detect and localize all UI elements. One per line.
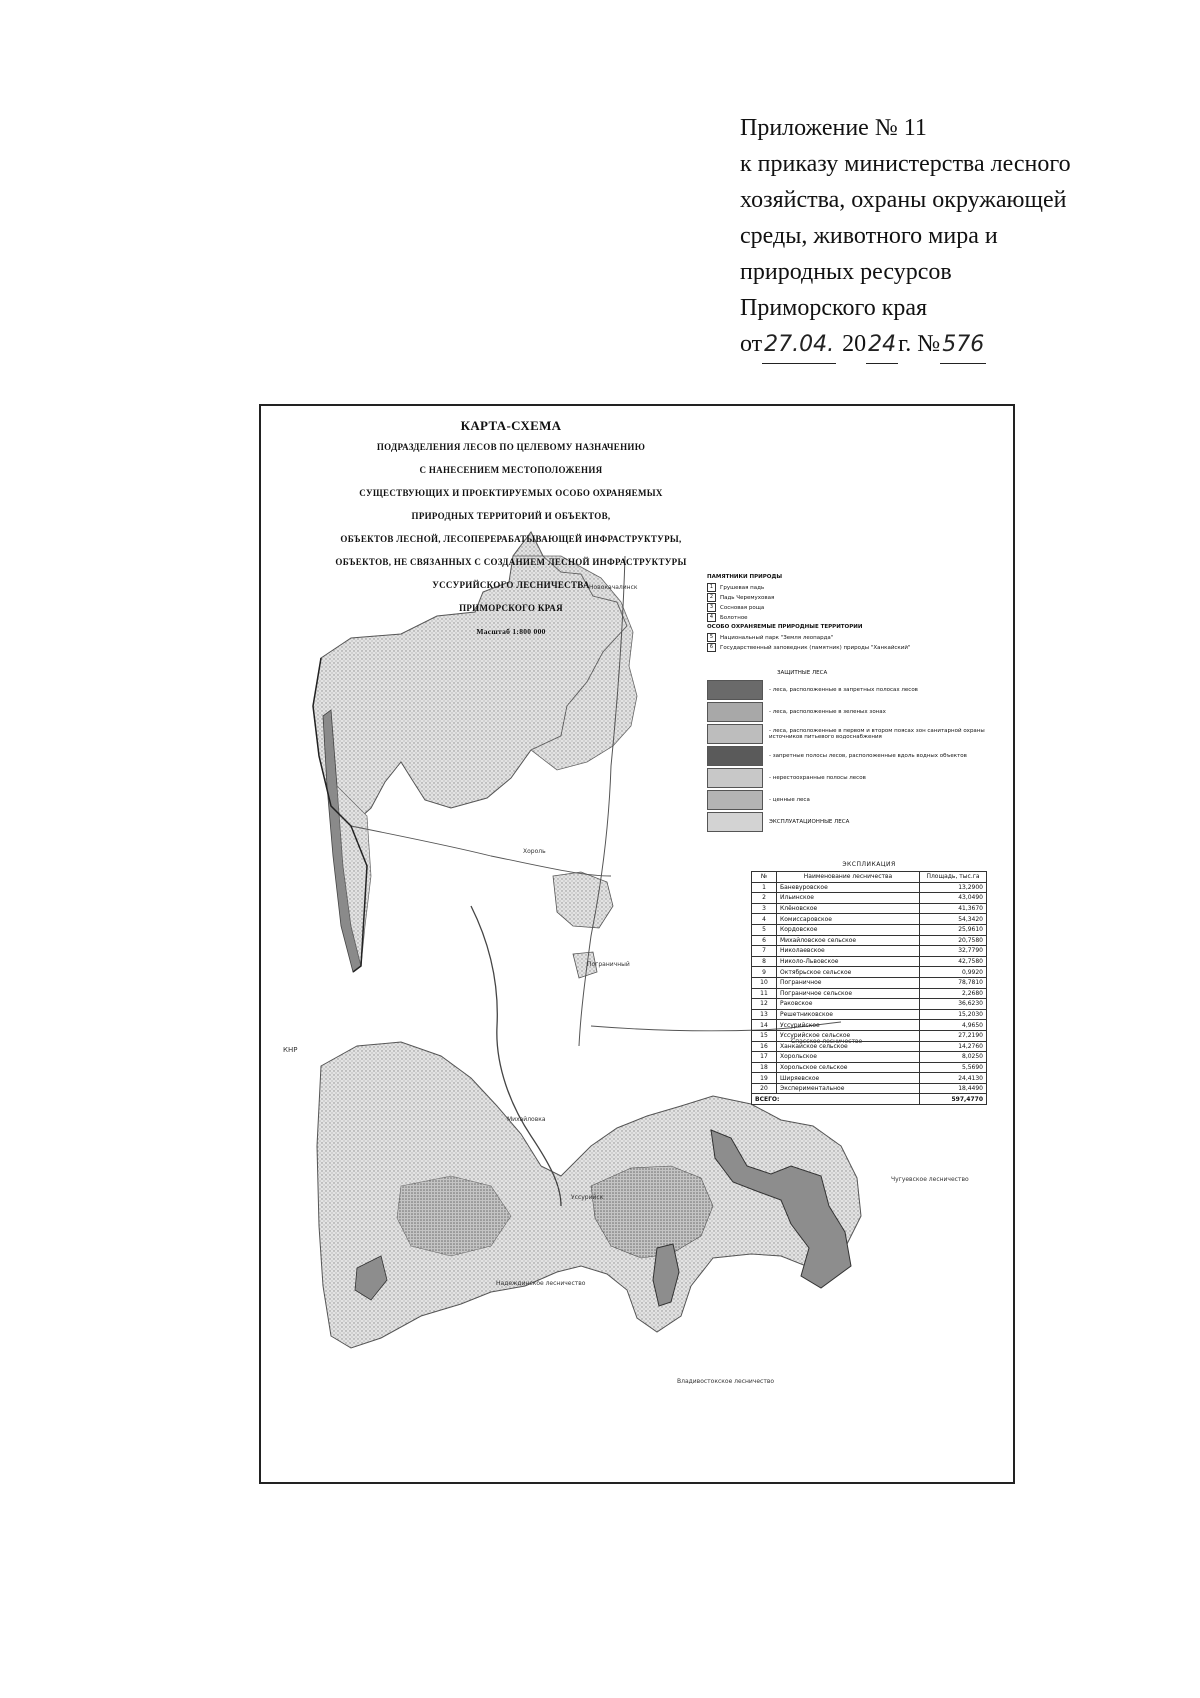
row-number: 9 xyxy=(752,967,777,978)
forestry-area: 25,9610 xyxy=(920,924,987,935)
legend-number-box: 4 xyxy=(707,613,716,622)
legend-item-label: Национальный парк "Земля леопарда" xyxy=(720,634,834,641)
map-scale: Масштаб 1:800 000 xyxy=(476,627,546,636)
row-number: 16 xyxy=(752,1041,777,1052)
date-prefix: от xyxy=(740,331,763,357)
legend-item-label: Государственный заповедник (памятник) природы "Ханкайский" xyxy=(720,644,911,651)
table-row xyxy=(752,1062,987,1073)
annex-header xyxy=(740,110,1140,364)
label-novokachalinsk: Новокачалинск xyxy=(589,584,638,591)
row-number: 1 xyxy=(752,882,777,893)
map-subtitle-line: ОБЪЕКТОВ, НЕ СВЯЗАННЫХ С СОЗДАНИЕМ ЛЕСНОЙ ИНФРАСТРУКТУРЫ xyxy=(335,557,687,567)
legend-protective-item xyxy=(707,767,1007,789)
annex-date-line xyxy=(740,326,1140,364)
table-row xyxy=(752,1030,987,1041)
legend-oopt-header: ОСОБО ОХРАНЯЕМЫЕ ПРИРОДНЫЕ ТЕРРИТОРИИ xyxy=(707,624,863,630)
label-khorol: Хороль xyxy=(523,848,546,855)
table-row xyxy=(752,1083,987,1094)
row-number: 15 xyxy=(752,1030,777,1041)
forestry-area: 27,2190 xyxy=(920,1030,987,1041)
total-label: ВСЕГО: xyxy=(752,1094,920,1105)
map-subtitle-line: ПОДРАЗДЕЛЕНИЯ ЛЕСОВ ПО ЦЕЛЕВОМУ НАЗНАЧЕНИЮ xyxy=(376,442,646,452)
legend-swatch xyxy=(707,680,763,700)
forestry-area: 78,7810 xyxy=(920,977,987,988)
label-nadezhdinskoe: Надеждинское лесничество xyxy=(496,1280,586,1287)
legend-swatch xyxy=(707,790,763,810)
legend-item-label: - леса, расположенные в первом и втором поясах зон санитарной охраны источников питьевого водоснабжения xyxy=(769,728,985,740)
forestry-name: Комиссаровское xyxy=(777,914,920,925)
forestry-area: 14,2760 xyxy=(920,1041,987,1052)
map-subtitle-line: УССУРИЙСКОГО ЛЕСНИЧЕСТВА xyxy=(432,580,590,590)
legend-item-label: Грушевая падь xyxy=(720,584,765,591)
forestry-area: 36,6230 xyxy=(920,999,987,1010)
legend-item-label: - ценные леса xyxy=(769,797,810,803)
map-subtitle-line: ПРИМОРСКОГО КРАЯ xyxy=(459,603,563,613)
legend-nature-item xyxy=(707,603,1007,612)
label-spassk: Спасское лесничество xyxy=(791,1038,863,1045)
forestry-name: Ширяевское xyxy=(777,1073,920,1084)
row-number: 18 xyxy=(752,1062,777,1073)
legend-item-label: - леса, расположенные в зеленых зонах xyxy=(769,709,886,715)
road-line xyxy=(351,826,611,876)
label-mikhailovka: Михайловка xyxy=(507,1116,546,1123)
table-row xyxy=(752,1020,987,1031)
annex-line: природных ресурсов xyxy=(740,259,952,285)
legend-number-box: 1 xyxy=(707,583,716,592)
legend-oopt-item xyxy=(707,633,1007,642)
row-number: 11 xyxy=(752,988,777,999)
table-header-row xyxy=(752,872,987,883)
legend-number-box: 2 xyxy=(707,593,716,602)
explication-table xyxy=(751,871,987,1105)
legend-swatch xyxy=(707,746,763,766)
label-vladivostok: Владивостокское лесничество xyxy=(677,1378,775,1385)
forestry-name: Октябрьское сельское xyxy=(777,967,920,978)
forestry-name: Клёновское xyxy=(777,903,920,914)
forestry-area: 15,2030 xyxy=(920,1009,987,1020)
table-row xyxy=(752,1073,987,1084)
row-number: 6 xyxy=(752,935,777,946)
row-number: 14 xyxy=(752,1020,777,1031)
map-title: КАРТА-СХЕМА xyxy=(460,418,562,433)
forestry-name: Уссурийское сельское xyxy=(777,1030,920,1041)
legend-item-label: ЭКСПЛУАТАЦИОННЫЕ ЛЕСА xyxy=(769,819,850,825)
map-subtitle-line: СУЩЕСТВУЮЩИХ И ПРОЕКТИРУЕМЫХ ОСОБО ОХРАНЯЕМЫХ xyxy=(359,488,663,498)
legend-swatch xyxy=(707,768,763,788)
table-row xyxy=(752,956,987,967)
row-number: 3 xyxy=(752,903,777,914)
annex-line: к приказу министерства лесного xyxy=(740,151,1071,177)
forestry-area: 54,3420 xyxy=(920,914,987,925)
legend-protective-item xyxy=(707,745,1007,767)
forestry-area: 32,7790 xyxy=(920,946,987,957)
legend-oopt-item xyxy=(707,643,1007,652)
table-header-cell: Наименование лесничества xyxy=(777,872,920,883)
forestry-area: 4,9650 xyxy=(920,1020,987,1031)
number-prefix: г. № xyxy=(898,331,941,357)
legend-item-label: - нерестоохранные полосы лесов xyxy=(769,775,866,781)
table-header-cell: № xyxy=(752,872,777,883)
row-number: 17 xyxy=(752,1052,777,1063)
row-number: 19 xyxy=(752,1073,777,1084)
year-prefix: 20 xyxy=(842,331,867,357)
map-title-block xyxy=(261,416,761,643)
legend-protective-item xyxy=(707,789,1007,811)
forestry-name: Николо-Львовское xyxy=(777,956,920,967)
label-pogranichnyi: Пограничный xyxy=(587,961,630,968)
handwritten-year: 24 xyxy=(866,327,898,364)
forestry-name: Баневуровское xyxy=(777,882,920,893)
annex-line: хозяйства, охраны окружающей xyxy=(740,187,1067,213)
table-row xyxy=(752,1041,987,1052)
forestry-name: Ильинское xyxy=(777,893,920,904)
legend-swatch xyxy=(707,812,763,832)
annex-line: Приморского края xyxy=(740,295,928,321)
legend-exploitation-item xyxy=(707,811,1007,833)
table-header-cell: Площадь, тыс.га xyxy=(920,872,987,883)
forestry-area: 2,2680 xyxy=(920,988,987,999)
legend-number-box: 5 xyxy=(707,633,716,642)
explication-caption: ЭКСПЛИКАЦИЯ xyxy=(842,861,896,868)
legend-nature-item xyxy=(707,593,1007,602)
map-legend xyxy=(707,572,1007,833)
table-row xyxy=(752,893,987,904)
legend-swatch xyxy=(707,724,763,744)
legend-nature-item xyxy=(707,613,1007,622)
annex-line: среды, животного мира и xyxy=(740,223,998,249)
row-number: 2 xyxy=(752,893,777,904)
legend-item-label: - леса, расположенные в запретных полосах лесов xyxy=(769,687,918,693)
forestry-name: Раковское xyxy=(777,999,920,1010)
forestry-area: 20,7580 xyxy=(920,935,987,946)
table-row xyxy=(752,1052,987,1063)
table-row xyxy=(752,999,987,1010)
forestry-area: 41,3670 xyxy=(920,903,987,914)
legend-item-label: Падь Черемуховая xyxy=(720,594,775,601)
forestry-area: 24,4130 xyxy=(920,1073,987,1084)
table-row xyxy=(752,914,987,925)
legend-item-label: Болотное xyxy=(720,614,748,621)
forestry-area: 8,0250 xyxy=(920,1052,987,1063)
legend-nature-item xyxy=(707,583,1007,592)
table-total-row xyxy=(752,1094,987,1105)
row-number: 8 xyxy=(752,956,777,967)
row-number: 7 xyxy=(752,946,777,957)
map-sheet xyxy=(259,404,1015,1484)
forestry-area: 5,5690 xyxy=(920,1062,987,1073)
forestry-area: 18,4490 xyxy=(920,1083,987,1094)
handwritten-date: 27.04. xyxy=(762,327,836,364)
label-knr: КНР xyxy=(283,1046,298,1054)
table-row xyxy=(752,1009,987,1020)
row-number: 12 xyxy=(752,999,777,1010)
map-subtitle-line: ОБЪЕКТОВ ЛЕСНОЙ, ЛЕСОПЕРЕРАБАТЫВАЮЩЕЙ ИНФРАСТРУКТУРЫ, xyxy=(340,534,682,544)
table-row xyxy=(752,977,987,988)
forestry-name: Хорольское сельское xyxy=(777,1062,920,1073)
forestry-name: Ханкайское сельское xyxy=(777,1041,920,1052)
map-subtitle-line: ПРИРОДНЫХ ТЕРРИТОРИЙ И ОБЪЕКТОВ, xyxy=(411,511,611,521)
row-number: 5 xyxy=(752,924,777,935)
forestry-name: Михайловское сельское xyxy=(777,935,920,946)
row-number: 4 xyxy=(752,914,777,925)
legend-nature-header: ПАМЯТНИКИ ПРИРОДЫ xyxy=(707,574,783,580)
forestry-name: Николаевское xyxy=(777,946,920,957)
annex-number: Приложение № 11 xyxy=(740,115,927,141)
forestry-name: Пограничное xyxy=(777,977,920,988)
forestry-name: Хорольское xyxy=(777,1052,920,1063)
legend-protective-item xyxy=(707,679,1007,701)
table-row xyxy=(752,924,987,935)
table-row xyxy=(752,967,987,978)
map-subtitle-line: С НАНЕСЕНИЕМ МЕСТОПОЛОЖЕНИЯ xyxy=(419,465,603,475)
forestry-area: 0,9920 xyxy=(920,967,987,978)
total-value: 597,4770 xyxy=(920,1094,987,1105)
legend-item-label: Сосновая роща xyxy=(720,604,765,611)
table-row xyxy=(752,903,987,914)
explication-table-body xyxy=(752,882,987,1104)
legend-protective-header: ЗАЩИТНЫЕ ЛЕСА xyxy=(777,670,828,676)
row-number: 13 xyxy=(752,1009,777,1020)
legend-protective-item xyxy=(707,701,1007,723)
explication-table-block xyxy=(751,861,987,1105)
legend-swatch xyxy=(707,702,763,722)
table-row xyxy=(752,946,987,957)
legend-protective-item xyxy=(707,723,1007,745)
legend-number-box: 3 xyxy=(707,603,716,612)
forestry-area: 43,0490 xyxy=(920,893,987,904)
forestry-name: Кордовское xyxy=(777,924,920,935)
forestry-name: Экспериментальное xyxy=(777,1083,920,1094)
row-number: 20 xyxy=(752,1083,777,1094)
forestry-name: Пограничное сельское xyxy=(777,988,920,999)
row-number: 10 xyxy=(752,977,777,988)
forestry-area: 42,7580 xyxy=(920,956,987,967)
legend-item-label: - запретные полосы лесов, расположенные вдоль водных объектов xyxy=(769,753,967,759)
forestry-area: 13,2900 xyxy=(920,882,987,893)
forestry-name: Уссурийское xyxy=(777,1020,920,1031)
handwritten-number: 576 xyxy=(940,327,986,364)
table-row xyxy=(752,882,987,893)
forest-patch-center xyxy=(553,872,613,928)
forestry-name: Решетниковское xyxy=(777,1009,920,1020)
legend-number-box: 6 xyxy=(707,643,716,652)
table-row xyxy=(752,935,987,946)
table-row xyxy=(752,988,987,999)
label-ussuriysk: Уссурийск xyxy=(571,1194,604,1201)
label-chuguevskoe: Чугуевское лесничество xyxy=(891,1176,969,1183)
